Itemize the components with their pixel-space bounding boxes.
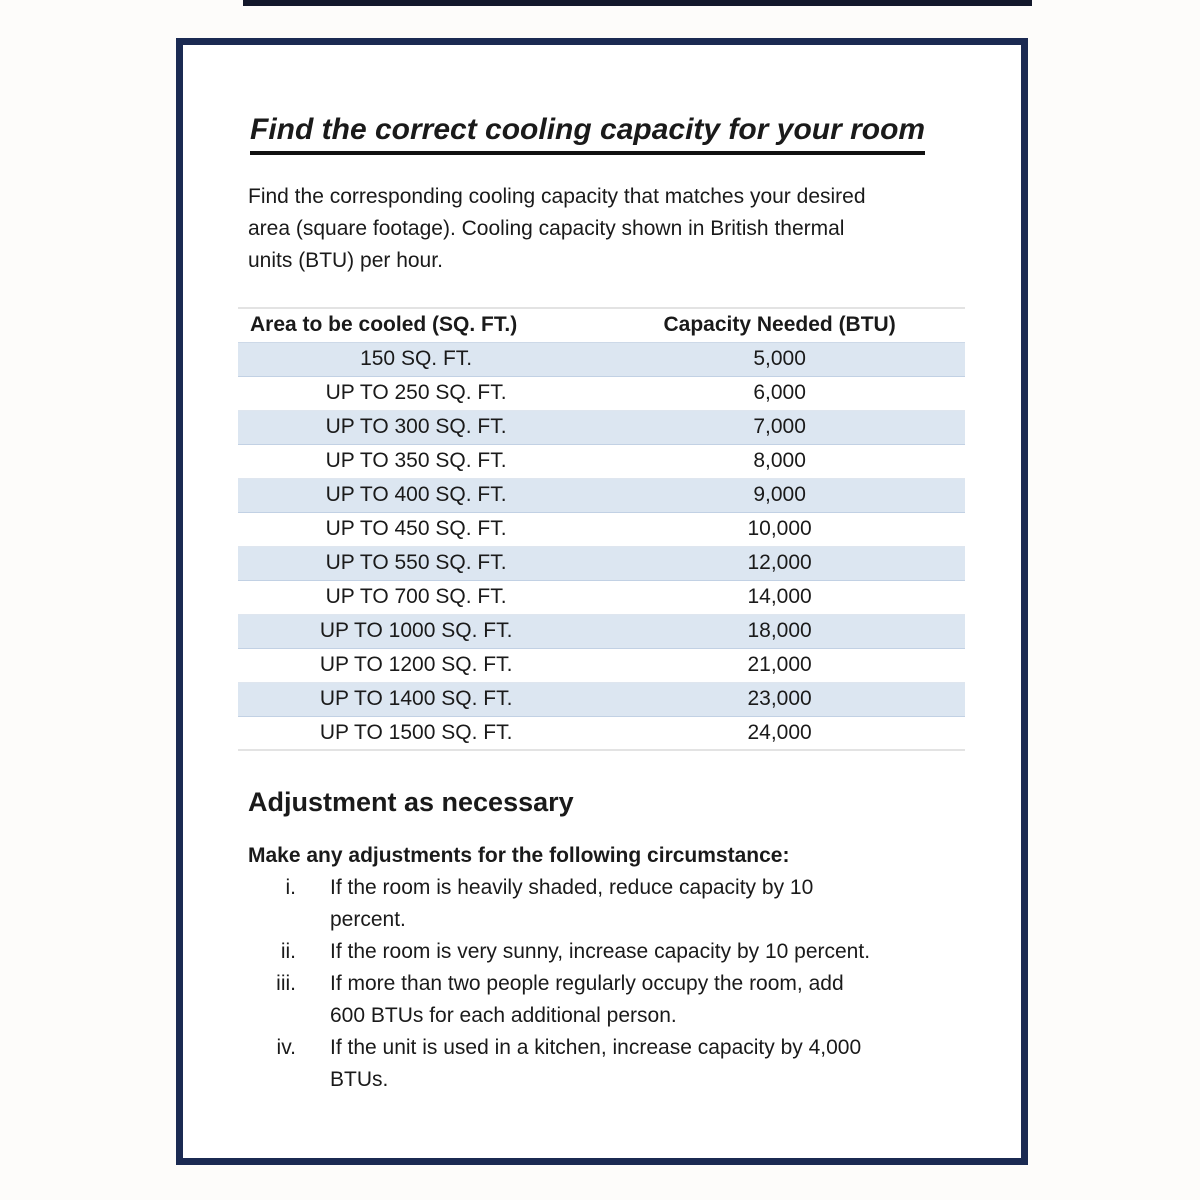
table-row [238, 512, 965, 546]
list-item-line: percent. [330, 908, 406, 931]
capacity-cell: 8,000 [753, 449, 806, 472]
area-cell: UP TO 300 SQ. FT. [325, 415, 507, 438]
area-cell: UP TO 450 SQ. FT. [325, 517, 507, 540]
list-item-line: If the unit is used in a kitchen, increase capacity by 4,000 [330, 1036, 862, 1059]
capacity-cell: 6,000 [753, 381, 806, 404]
document-content [183, 45, 1021, 1096]
capacity-cell: 12,000 [747, 551, 812, 574]
table-row [238, 410, 965, 444]
adjustment-lead: Make any adjustments for the following circumstance: [248, 844, 790, 867]
list-item-line: If the room is heavily shaded, reduce capacity by 10 [330, 876, 814, 899]
list-item [248, 968, 966, 1032]
capacity-cell: 14,000 [747, 585, 812, 608]
area-cell: UP TO 550 SQ. FT. [325, 551, 507, 574]
adjustment-list [248, 872, 966, 1096]
area-cell: UP TO 250 SQ. FT. [325, 381, 507, 404]
area-cell: UP TO 1500 SQ. FT. [319, 720, 513, 744]
table-row [238, 580, 965, 614]
capacity-cell: 10,000 [747, 517, 812, 540]
capacity-cell: 5,000 [753, 347, 806, 370]
top-edge-strip [243, 0, 1032, 6]
list-item [248, 1032, 966, 1096]
table-row [238, 444, 965, 478]
intro-line: Find the corresponding cooling capacity that matches your desired [248, 185, 866, 208]
list-item-marker: i. [285, 876, 296, 899]
area-cell: UP TO 1400 SQ. FT. [319, 687, 513, 710]
table-row [238, 648, 965, 682]
list-item-line: 600 BTUs for each additional person. [330, 1004, 677, 1027]
intro-line: units (BTU) per hour. [248, 249, 443, 272]
area-cell: UP TO 350 SQ. FT. [325, 449, 507, 472]
list-item-text [296, 968, 956, 1032]
table-row [238, 546, 965, 580]
list-item [248, 936, 966, 968]
list-item-text [296, 1032, 956, 1096]
list-item [248, 872, 966, 936]
intro-line: area (square footage). Cooling capacity shown in British thermal [248, 217, 845, 240]
capacity-cell: 18,000 [747, 619, 812, 642]
list-item-text [296, 872, 956, 936]
area-cell: UP TO 1200 SQ. FT. [319, 653, 513, 676]
table-row [238, 682, 965, 716]
table-header-row [238, 308, 965, 342]
area-cell: UP TO 400 SQ. FT. [325, 483, 507, 506]
capacity-cell: 21,000 [747, 653, 812, 676]
list-item-marker: iii. [276, 972, 296, 995]
list-item-marker: iv. [276, 1036, 296, 1059]
cooling-capacity-table [238, 307, 965, 751]
table-row [238, 342, 965, 376]
table-row [238, 376, 965, 410]
table-row [238, 716, 965, 750]
capacity-cell: 24,000 [747, 720, 812, 744]
list-item-line: BTUs. [330, 1068, 389, 1091]
list-item-text [296, 936, 956, 968]
adjustment-heading: Adjustment as necessary [248, 787, 574, 817]
intro-paragraph [248, 181, 966, 277]
area-cell: UP TO 1000 SQ. FT. [319, 619, 513, 642]
list-item-line: If more than two people regularly occupy the room, add [330, 972, 844, 995]
table-row [238, 478, 965, 512]
capacity-cell: 9,000 [753, 483, 806, 506]
table-row [238, 614, 965, 648]
area-cell: UP TO 700 SQ. FT. [325, 585, 507, 608]
list-item-marker: ii. [280, 940, 296, 963]
column-header-capacity: Capacity Needed (BTU) [663, 313, 896, 337]
page-title: Find the correct cooling capacity for your room [250, 113, 925, 155]
area-cell: 150 SQ. FT. [360, 347, 473, 370]
capacity-cell: 23,000 [747, 687, 812, 710]
capacity-cell: 7,000 [753, 415, 806, 438]
list-item-line: If the room is very sunny, increase capacity by 10 percent. [330, 940, 871, 963]
column-header-area: Area to be cooled (SQ. FT.) [250, 313, 518, 337]
document-page [176, 38, 1028, 1165]
